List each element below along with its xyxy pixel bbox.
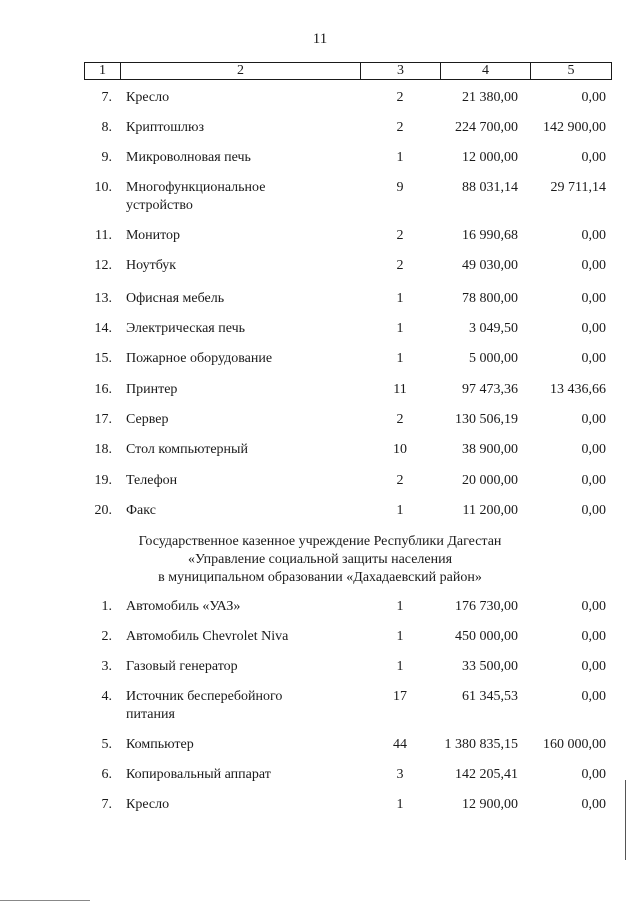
item-residual: 13 436,66 [550,382,606,397]
item-residual: 0,00 [581,412,606,427]
item-sum: 142 205,41 [455,767,518,782]
item-name-line: Газовый генератор [126,659,238,674]
item-quantity: 11 [393,382,407,397]
item-quantity: 2 [396,412,404,427]
item-name [126,257,366,275]
row-number: 14. [94,321,112,336]
row-number: 16. [94,382,112,397]
item-residual: 0,00 [581,599,606,614]
table-header [84,62,612,80]
row-number: 5. [101,737,112,752]
item-name [126,472,366,490]
item-name-line: Микроволновая печь [126,150,251,165]
item-residual: 0,00 [581,473,606,488]
item-name [126,179,366,215]
item-quantity: 2 [396,120,404,135]
item-sum: 33 500,00 [462,659,518,674]
item-quantity: 1 [396,797,404,812]
row-number: 12. [94,258,112,273]
item-quantity: 17 [393,689,407,704]
item-sum: 38 900,00 [462,442,518,457]
row-number: 15. [94,351,112,366]
header-col-5: 5 [567,63,575,78]
item-name-line: Автомобиль «УАЗ» [126,599,241,614]
item-residual: 0,00 [581,228,606,243]
item-name-line: Криптошлюз [126,120,205,135]
item-name [126,688,366,724]
row-number: 10. [94,180,112,195]
item-residual: 0,00 [581,797,606,812]
row-number: 9. [101,150,112,165]
item-sum: 21 380,00 [462,90,518,105]
item-quantity: 1 [396,150,404,165]
page-number: 11 [312,31,328,47]
footer-rule [0,900,90,901]
item-quantity: 2 [396,90,404,105]
item-name-line: Источник бесперебойного [126,689,283,704]
item-name-line: Компьютер [126,737,194,752]
item-name [126,658,366,676]
item-quantity: 44 [393,737,407,752]
item-name-line: Копировальный аппарат [126,767,271,782]
item-quantity: 1 [396,321,404,336]
item-sum: 224 700,00 [455,120,518,135]
item-residual: 142 900,00 [543,120,606,135]
item-name-line: Телефон [126,473,178,488]
item-name-line: Принтер [126,382,178,397]
item-name-line: Кресло [126,90,170,105]
item-residual: 0,00 [581,442,606,457]
item-residual: 0,00 [581,90,606,105]
item-name-line: Офисная мебель [126,291,225,306]
section-title-line: в муниципальном образовании «Дахадаевский район» [158,570,482,585]
item-residual: 0,00 [581,258,606,273]
item-sum: 5 000,00 [469,351,518,366]
item-sum: 11 200,00 [462,503,518,518]
item-name [126,796,366,814]
row-number: 4. [101,689,112,704]
margin-rule [625,780,626,860]
row-number: 7. [101,90,112,105]
item-residual: 0,00 [581,291,606,306]
item-sum: 88 031,14 [462,180,518,195]
item-quantity: 9 [396,180,404,195]
item-name-line: Электрическая печь [126,321,245,336]
item-name [126,89,366,107]
item-sum: 12 900,00 [462,797,518,812]
item-quantity: 1 [396,351,404,366]
item-name-line: Пожарное оборудование [126,351,273,366]
item-sum: 130 506,19 [455,412,518,427]
item-name [126,381,366,399]
item-quantity: 1 [396,599,404,614]
item-name [126,119,366,137]
section-title [0,533,640,587]
item-name-line: питания [126,707,175,722]
item-residual: 0,00 [581,689,606,704]
item-sum: 97 473,36 [462,382,518,397]
item-name [126,628,366,646]
item-residual: 29 711,14 [550,180,606,195]
item-name-line: устройство [126,198,193,213]
item-sum: 450 000,00 [455,629,518,644]
row-number: 2. [101,629,112,644]
item-name [126,350,366,368]
item-name-line: Автомобиль Chevrolet Niva [126,629,289,644]
item-name [126,320,366,338]
item-quantity: 2 [396,258,404,273]
item-name-line: Ноутбук [126,258,177,273]
item-residual: 0,00 [581,351,606,366]
item-sum: 61 345,53 [462,689,518,704]
item-name [126,441,366,459]
item-quantity: 1 [396,659,404,674]
item-name-line: Сервер [126,412,169,427]
item-sum: 12 000,00 [462,150,518,165]
row-number: 7. [101,797,112,812]
row-number: 17. [94,412,112,427]
item-quantity: 1 [396,503,404,518]
row-number: 20. [94,503,112,518]
item-sum: 176 730,00 [455,599,518,614]
header-col-2: 2 [121,63,361,79]
header-col-3: 3 [361,63,441,79]
item-quantity: 1 [396,291,404,306]
row-number: 19. [94,473,112,488]
item-name-line: Факс [126,503,156,518]
row-number: 18. [94,442,112,457]
item-residual: 0,00 [581,321,606,336]
section-title-line: Государственное казенное учреждение Республики Дагестан [138,534,502,549]
header-col-4: 4 [441,63,531,79]
item-quantity: 1 [396,629,404,644]
item-name [126,598,366,616]
item-sum: 49 030,00 [462,258,518,273]
row-number: 13. [94,291,112,306]
item-sum: 78 800,00 [462,291,518,306]
item-name-line: Монитор [126,228,181,243]
item-sum: 20 000,00 [462,473,518,488]
row-number: 11. [95,228,112,243]
item-name [126,290,366,308]
item-residual: 0,00 [581,659,606,674]
item-name [126,766,366,784]
row-number: 1. [101,599,112,614]
item-name [126,502,366,520]
item-residual: 0,00 [581,767,606,782]
item-name [126,736,366,754]
header-col-1: 1 [85,63,121,79]
item-name [126,227,366,245]
item-name-line: Стол компьютерный [126,442,248,457]
item-quantity: 3 [396,767,404,782]
row-number: 8. [101,120,112,135]
item-quantity: 10 [393,442,407,457]
item-name [126,411,366,429]
item-residual: 0,00 [581,629,606,644]
item-sum: 1 380 835,15 [444,737,518,752]
item-residual: 0,00 [581,150,606,165]
item-quantity: 2 [396,228,404,243]
section-title-line: «Управление социальной защиты населения [187,552,453,567]
row-number: 3. [101,659,112,674]
item-sum: 3 049,50 [469,321,518,336]
item-name-line: Кресло [126,797,170,812]
item-name-line: Многофункциональное [126,180,266,195]
item-quantity: 2 [396,473,404,488]
item-name [126,149,366,167]
row-number: 6. [101,767,112,782]
item-residual: 160 000,00 [543,737,606,752]
item-residual: 0,00 [581,503,606,518]
item-sum: 16 990,68 [462,228,518,243]
